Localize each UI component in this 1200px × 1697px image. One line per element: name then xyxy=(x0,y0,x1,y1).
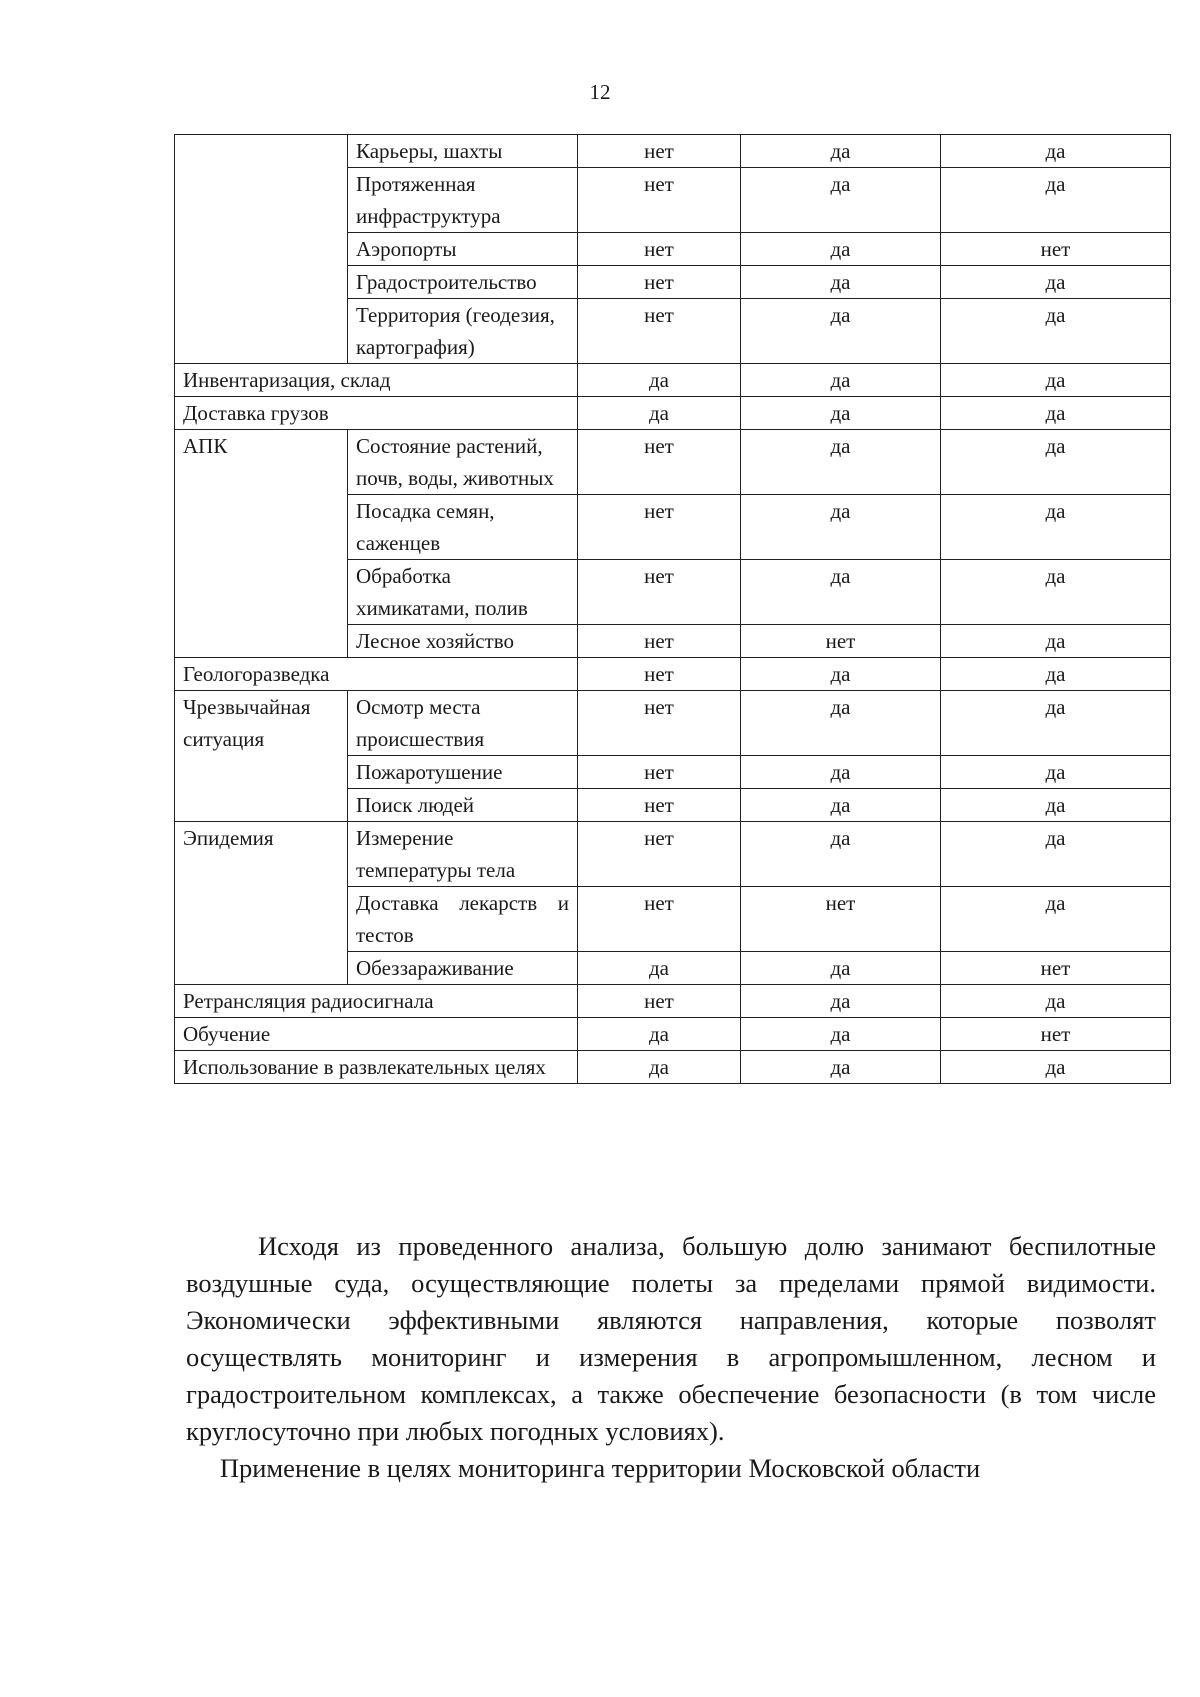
value-cell: да xyxy=(741,266,941,299)
row-category: Ретрансляция радиосигнала xyxy=(175,985,578,1018)
value-cell: да xyxy=(941,299,1171,364)
body-paragraph: Исходя из проведенного анализа, большую долю занимают беспилотные воздушные суда, осуществляющие полеты за пределами прямой видимости. Экономически эффективными являются направления, которые позволят осуществлять мониторинг и измерения в агропромышленном, лесном и градостроительном комплексах, а также обеспечение безопасности (в том числе круглосуточно при любых погодных условиях). xyxy=(186,1231,1156,1446)
value-cell: да xyxy=(941,135,1171,168)
value-cell: да xyxy=(941,397,1171,430)
value-cell: да xyxy=(741,691,941,756)
value-cell: да xyxy=(741,560,941,625)
value-cell: да xyxy=(578,1051,741,1084)
value-cell: нет xyxy=(578,756,741,789)
row-subcategory: Градостроительство xyxy=(348,266,578,299)
value-cell: нет xyxy=(578,299,741,364)
usage-table xyxy=(174,134,1171,1084)
value-cell: да xyxy=(578,1018,741,1051)
value-cell: нет xyxy=(741,887,941,952)
row-category: Использование в развлекательных целях xyxy=(175,1051,578,1084)
value-cell: да xyxy=(741,397,941,430)
value-cell: да xyxy=(741,1018,941,1051)
table-row xyxy=(175,985,1171,1018)
row-category: Геологоразведка xyxy=(175,658,578,691)
value-cell: да xyxy=(941,560,1171,625)
page-number: 12 xyxy=(589,80,611,104)
value-cell: да xyxy=(741,168,941,233)
row-subcategory: Доставка лекарств и тестов xyxy=(348,887,578,952)
value-cell: нет xyxy=(941,1018,1171,1051)
table-row xyxy=(175,364,1171,397)
value-cell: да xyxy=(941,364,1171,397)
row-subcategory: Измерение температуры тела xyxy=(348,822,578,887)
value-cell: да xyxy=(741,233,941,266)
row-subcategory: Посадка семян, саженцев xyxy=(348,495,578,560)
value-cell: нет xyxy=(578,430,741,495)
row-subcategory: Обеззараживание xyxy=(348,952,578,985)
value-cell: нет xyxy=(578,691,741,756)
row-subcategory: Аэропорты xyxy=(348,233,578,266)
value-cell: да xyxy=(741,299,941,364)
row-group xyxy=(175,135,348,364)
row-subcategory: Обработка химикатами, полив xyxy=(348,560,578,625)
value-cell: да xyxy=(741,135,941,168)
value-cell: да xyxy=(578,952,741,985)
table-row xyxy=(175,1051,1171,1084)
value-cell: нет xyxy=(578,985,741,1018)
value-cell: да xyxy=(741,1051,941,1084)
value-cell: да xyxy=(578,397,741,430)
table-row xyxy=(175,397,1171,430)
table-row xyxy=(175,1018,1171,1051)
row-category: Доставка грузов xyxy=(175,397,578,430)
row-subcategory: Территория (геодезия, картография) xyxy=(348,299,578,364)
row-subcategory: Пожаротушение xyxy=(348,756,578,789)
value-cell: да xyxy=(741,822,941,887)
value-cell: да xyxy=(941,625,1171,658)
value-cell: нет xyxy=(578,658,741,691)
value-cell: нет xyxy=(578,495,741,560)
row-subcategory: Лесное хозяйство xyxy=(348,625,578,658)
table-row xyxy=(175,658,1171,691)
value-cell: да xyxy=(741,756,941,789)
value-cell: да xyxy=(941,985,1171,1018)
row-category: Обучение xyxy=(175,1018,578,1051)
value-cell: да xyxy=(741,658,941,691)
row-subcategory: Протяженная инфраструктура xyxy=(348,168,578,233)
value-cell: нет xyxy=(941,233,1171,266)
value-cell: да xyxy=(941,887,1171,952)
value-cell: нет xyxy=(578,266,741,299)
value-cell: нет xyxy=(941,952,1171,985)
row-subcategory: Карьеры, шахты xyxy=(348,135,578,168)
value-cell: нет xyxy=(578,168,741,233)
row-subcategory: Поиск людей xyxy=(348,789,578,822)
value-cell: да xyxy=(741,495,941,560)
value-cell: да xyxy=(941,822,1171,887)
value-cell: да xyxy=(741,430,941,495)
row-subcategory: Состояние растений, почв, воды, животных xyxy=(348,430,578,495)
value-cell: нет xyxy=(578,135,741,168)
value-cell: нет xyxy=(578,822,741,887)
value-cell: да xyxy=(941,789,1171,822)
table-row xyxy=(175,691,1171,756)
value-cell: да xyxy=(741,364,941,397)
value-cell: нет xyxy=(578,625,741,658)
table-row xyxy=(175,822,1171,887)
row-group: Чрезвычайная ситуация xyxy=(175,691,348,822)
value-cell: да xyxy=(941,495,1171,560)
value-cell: да xyxy=(741,952,941,985)
row-group: АПК xyxy=(175,430,348,658)
value-cell: да xyxy=(941,266,1171,299)
value-cell: нет xyxy=(741,625,941,658)
table-row xyxy=(175,430,1171,495)
row-subcategory: Осмотр места происшествия xyxy=(348,691,578,756)
row-category: Инвентаризация, склад xyxy=(175,364,578,397)
value-cell: да xyxy=(941,691,1171,756)
value-cell: да xyxy=(941,168,1171,233)
value-cell: да xyxy=(741,985,941,1018)
value-cell: нет xyxy=(578,789,741,822)
value-cell: да xyxy=(941,430,1171,495)
value-cell: да xyxy=(941,1051,1171,1084)
value-cell: нет xyxy=(578,233,741,266)
value-cell: да xyxy=(941,658,1171,691)
value-cell: да xyxy=(941,756,1171,789)
section-heading: Применение в целях мониторинга территории Московской области xyxy=(219,1453,981,1483)
table-row xyxy=(175,135,1171,168)
value-cell: нет xyxy=(578,887,741,952)
value-cell: нет xyxy=(578,560,741,625)
value-cell: да xyxy=(578,364,741,397)
value-cell: да xyxy=(741,789,941,822)
row-group: Эпидемия xyxy=(175,822,348,985)
